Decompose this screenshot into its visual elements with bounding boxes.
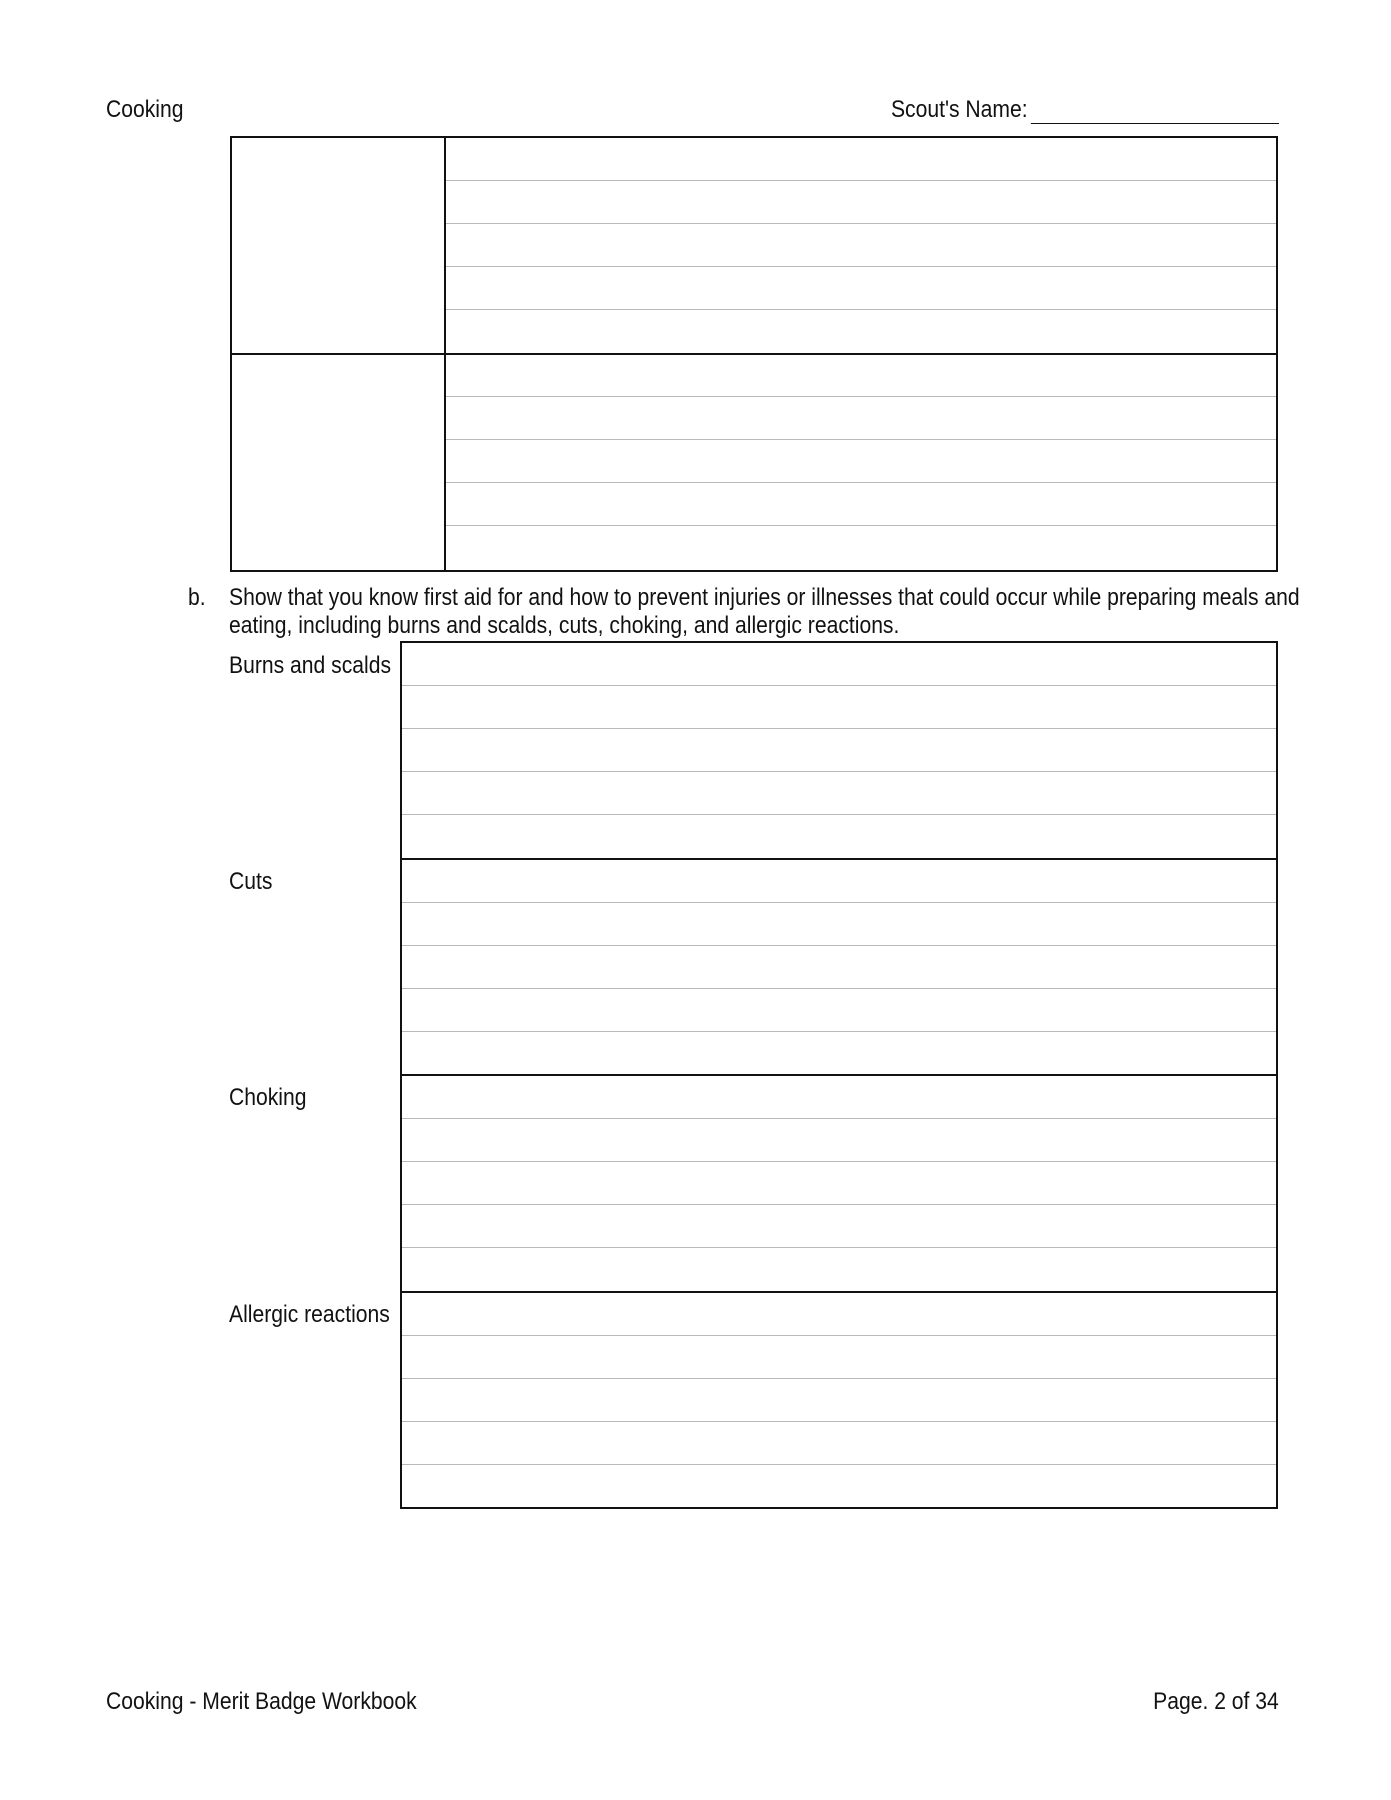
row-label-choking: Choking [229,1084,307,1111]
answer-block-burns-scalds[interactable] [402,643,1276,858]
answer-line [446,223,1276,224]
answer-line [402,1378,1276,1379]
row-label-burns-scalds: Burns and scalds [229,652,392,679]
continuation-row-2-answer-cell[interactable] [446,355,1276,570]
scout-name-field[interactable] [891,96,1279,124]
row-label-allergic-reactions: Allergic reactions [229,1301,390,1328]
answer-line [446,266,1276,267]
answer-line [402,1161,1276,1162]
answer-line [446,396,1276,397]
header-section-title: Cooking [106,96,184,123]
answer-line [402,685,1276,686]
footer-workbook-title: Cooking - Merit Badge Workbook [106,1688,417,1715]
answer-line [446,439,1276,440]
answer-line [402,945,1276,946]
answer-line [402,988,1276,989]
answer-line [446,525,1276,526]
answer-line [446,180,1276,181]
answer-line [402,902,1276,903]
continuation-table [230,136,1278,572]
answer-line [402,771,1276,772]
continuation-row-2-label-cell[interactable] [232,355,444,570]
requirement-marker: b. [188,584,206,611]
requirement-text [229,584,1300,640]
answer-block-allergic-reactions[interactable] [402,1293,1276,1507]
answer-line [402,1464,1276,1465]
scout-name-label: Scout's Name: [890,96,1028,123]
answer-line [402,1421,1276,1422]
answer-line [402,1204,1276,1205]
answer-block-choking[interactable] [402,1076,1276,1290]
answer-line [402,728,1276,729]
continuation-row-1-label-cell[interactable] [232,138,444,353]
answer-block-cuts[interactable] [402,860,1276,1074]
row-label-cuts: Cuts [229,868,273,895]
answer-line [402,1335,1276,1336]
answer-line [446,482,1276,483]
scout-name-blank[interactable] [1031,101,1279,124]
answer-line [402,1247,1276,1248]
continuation-row-1-answer-cell[interactable] [446,138,1276,353]
answer-line [446,309,1276,310]
requirement-text-line-1: Show that you know first aid for and how to prevent injuries or illnesses that could occur while preparing meals and [229,584,1300,611]
answer-line [402,814,1276,815]
requirement-text-line-2: eating, including burns and scalds, cuts, choking, and allergic reactions. [229,612,900,639]
footer-page-number: Page. 2 of 34 [1153,1688,1279,1715]
first-aid-answer-table [400,641,1278,1509]
answer-line [402,1118,1276,1119]
answer-line [402,1031,1276,1032]
